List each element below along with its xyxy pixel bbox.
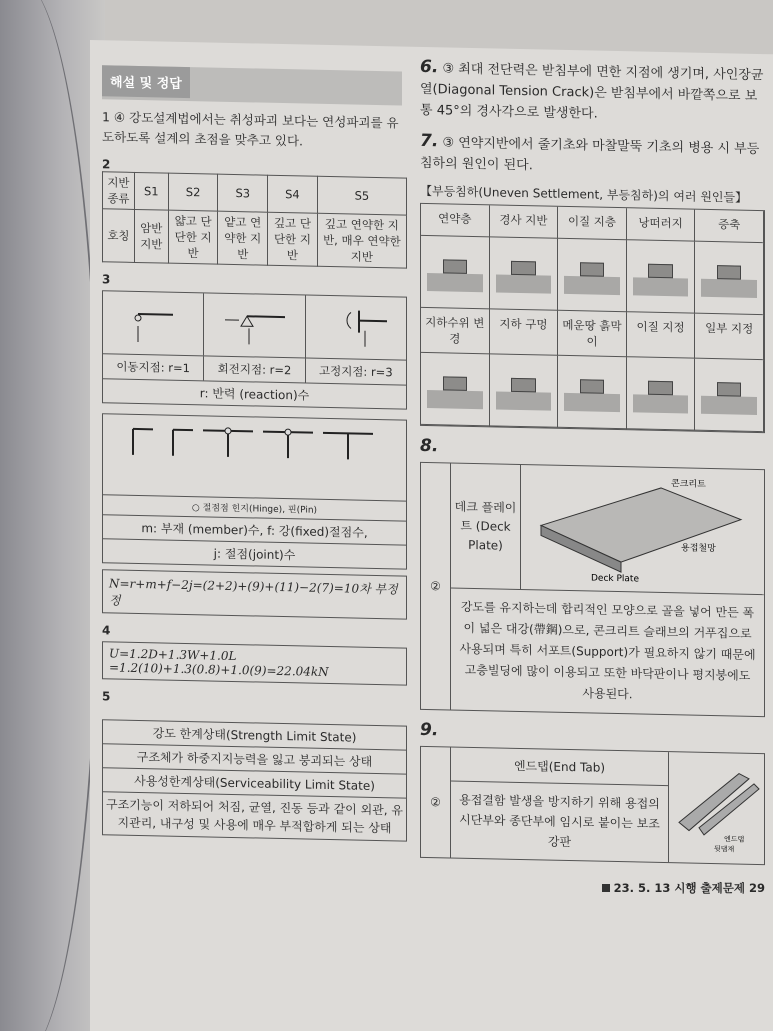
- svg-text:뒷댐재: 뒷댐재: [714, 845, 735, 854]
- settlement-label: 이질 지정: [627, 312, 696, 358]
- settlement-figure: [695, 242, 764, 315]
- svg-text:Deck Plate: Deck Plate: [591, 573, 639, 585]
- settlement-figure: [558, 356, 627, 429]
- endtab-figure: [669, 752, 764, 864]
- settlement-figure: [627, 357, 696, 430]
- soil-header-s5: S5: [317, 176, 406, 215]
- reaction-caption: r: 반력 (reaction)수: [103, 378, 406, 408]
- settlement-label: 지하수위 변경: [421, 308, 490, 354]
- soil-header-s2: S2: [168, 173, 218, 211]
- settlement-grid: [420, 203, 765, 433]
- answer-2-number: 2: [102, 157, 111, 172]
- settlement-figure: [490, 237, 559, 310]
- roller-support-label: 이동지점: r=1: [103, 354, 204, 380]
- roller-support-diagram: [123, 296, 183, 347]
- square-bullet-icon: [602, 884, 610, 892]
- settlement-label: 낭떠러지: [627, 208, 696, 241]
- load-formula-2: =1.2(10)+1.3(0.8)+1.0(9)=22.04kN: [109, 660, 329, 679]
- deck-plate-box: [420, 462, 765, 717]
- answer-1-number: 1 ④: [102, 109, 126, 125]
- binding-edge: [0, 0, 100, 1031]
- member-joint-diagram: [103, 414, 403, 500]
- answer-1-text: 강도설계법에서는 취성파괴 보다는 연성파괴를 유도하도록 설계의 초점을 맞추고 있다.: [102, 109, 399, 149]
- answer-1: [102, 107, 407, 153]
- fixed-support-figure: [306, 296, 406, 360]
- answer-3-number: 3: [102, 272, 111, 287]
- settlement-figure: [627, 240, 696, 313]
- header-bar: [102, 65, 402, 105]
- soil-row-label: 호칭: [103, 209, 135, 263]
- answer-5-number: 5: [102, 689, 111, 704]
- strength-limit-desc: 구조체가 하중지지능력을 잃고 붕괴되는 상태: [103, 743, 406, 773]
- settlement-label: 일부 지정: [695, 314, 764, 360]
- page-footer: [602, 880, 765, 896]
- deck-description: 강도를 유지하는데 합리적인 모양으로 골을 넣어 만든 폭이 넓은 대강(帶鋼)으로, 콘크리트 슬래브의 거푸집으로 사용되며 특히 서포트(Support)가 필요하지 않기 때문에 고층빌딩에 많이 이용되고 또한 바닥판이나 평지붕에도 사용된다.: [459, 599, 756, 702]
- endtab-description: 용접결함 발생을 방지하기 위해 용접의 시단부와 종단부에 임시로 붙이는 보조 강판: [459, 792, 660, 850]
- answer-8-number: 8.: [420, 435, 439, 457]
- strength-limit-title: 강도 한계상태(Strength Limit State): [152, 726, 357, 745]
- footer-text: 23. 5. 13 시행 출제문제 29: [613, 881, 765, 895]
- load-combination-box: [102, 641, 407, 685]
- endtab-answer: ②: [421, 747, 451, 858]
- answer-7: [420, 131, 765, 181]
- pin-support-label: 회전지점: r=2: [204, 356, 305, 382]
- deck-answer: ②: [421, 463, 451, 710]
- answer-7-number: 7.: [420, 130, 439, 152]
- endtab-diagram: [669, 752, 764, 854]
- settlement-label: 이질 지층: [558, 207, 627, 240]
- answer-9-number: 9.: [420, 719, 439, 741]
- settlement-title: 【부등침하(Uneven Settlement, 부등침하)의 여러 원인들】: [420, 183, 748, 205]
- settlement-figure: [490, 354, 559, 427]
- pin-support-figure: [204, 293, 305, 357]
- service-limit-desc: 구조기능이 저하되어 처짐, 균열, 진동 등과 같이 외관, 유지관리, 내구성 및 사용에 매우 부적합하게 되는 상태: [103, 791, 406, 840]
- member-box: [102, 413, 407, 569]
- settlement-figure: [558, 239, 627, 312]
- settlement-figure: [421, 236, 490, 309]
- roller-support-figure: [103, 291, 204, 355]
- svg-text:용접철망: 용접철망: [681, 543, 716, 555]
- indeterminacy-formula: N=r+m+f−2j=(2+2)+(9)+(11)−2(7)=10차 부정정: [102, 569, 407, 619]
- answer-6-text: ③ 최대 전단력은 받침부에 면한 지점에 생기며, 사인장균열(Diagonal Tension Crack)은 받침부에서 바깥쪽으로 보통 45°의 경사각으로 발생한다.: [420, 61, 764, 122]
- svg-text:콘크리트: 콘크리트: [671, 479, 706, 490]
- section-tag: 해설 및 정답: [102, 65, 190, 98]
- settlement-label: 지하 구멍: [490, 309, 559, 355]
- soil-table: [102, 171, 407, 268]
- answer-4-number: 4: [102, 623, 111, 638]
- end-tab-box: [420, 746, 765, 865]
- answer-7-text: ③ 연약지반에서 줄기초와 마찰말뚝 기초의 병용 시 부등침하의 원인이 된다.: [420, 135, 760, 174]
- limit-state-box: [102, 719, 407, 841]
- answer-6-number: 6.: [420, 56, 439, 78]
- settlement-label: 연약층: [421, 204, 490, 237]
- endtab-term: 엔드탭(End Tab): [451, 748, 668, 787]
- settlement-label: 증축: [695, 210, 764, 243]
- joint-caption: j: 절점(joint)수: [103, 538, 406, 568]
- deck-plate-figure: [521, 465, 764, 594]
- right-column: [420, 47, 765, 865]
- deck-plate-diagram: [521, 465, 751, 590]
- soil-header-s4: S4: [268, 175, 318, 213]
- settlement-figure: [695, 359, 764, 432]
- pin-support-diagram: [219, 298, 289, 349]
- member-caption: m: 부재 (member)수, f: 강(fixed)절점수,: [103, 514, 406, 544]
- soil-cell: 얕고 연약한 지반: [218, 211, 268, 265]
- hinge-legend: ○ 절점점 힌지(Hinge), 핀(Pin): [103, 494, 406, 520]
- service-limit-title: 사용성한계상태(Serviceability Limit State): [103, 767, 406, 797]
- soil-cell: 암반 지반: [134, 209, 168, 263]
- fixed-support-label: 고정지점: r=3: [318, 363, 393, 380]
- load-formula-1: U=1.2D+1.3W+1.0L: [109, 646, 237, 664]
- left-column: [102, 65, 407, 841]
- settlement-label: 경사 지반: [490, 205, 559, 238]
- soil-header-type: 지반 종류: [103, 172, 135, 210]
- fixed-support-diagram: [321, 300, 391, 351]
- deck-term: 데크 플레이트 (Deck Plate): [451, 464, 521, 589]
- support-box: [102, 290, 407, 409]
- soil-cell: 얇고 단단한 지반: [168, 210, 218, 264]
- soil-header-s1: S1: [134, 172, 168, 210]
- settlement-figure: [421, 353, 490, 426]
- svg-text:엔드탭: 엔드탭: [724, 835, 745, 844]
- soil-cell: 깊고 연약한 지반, 매우 연약한 지반: [317, 213, 406, 268]
- member-diagrams: [103, 414, 406, 500]
- settlement-label: 메운땅 흙막이: [558, 311, 627, 357]
- soil-cell: 깊고 단단한 지반: [268, 212, 318, 266]
- soil-header-s3: S3: [218, 174, 268, 212]
- answer-6: [420, 57, 765, 128]
